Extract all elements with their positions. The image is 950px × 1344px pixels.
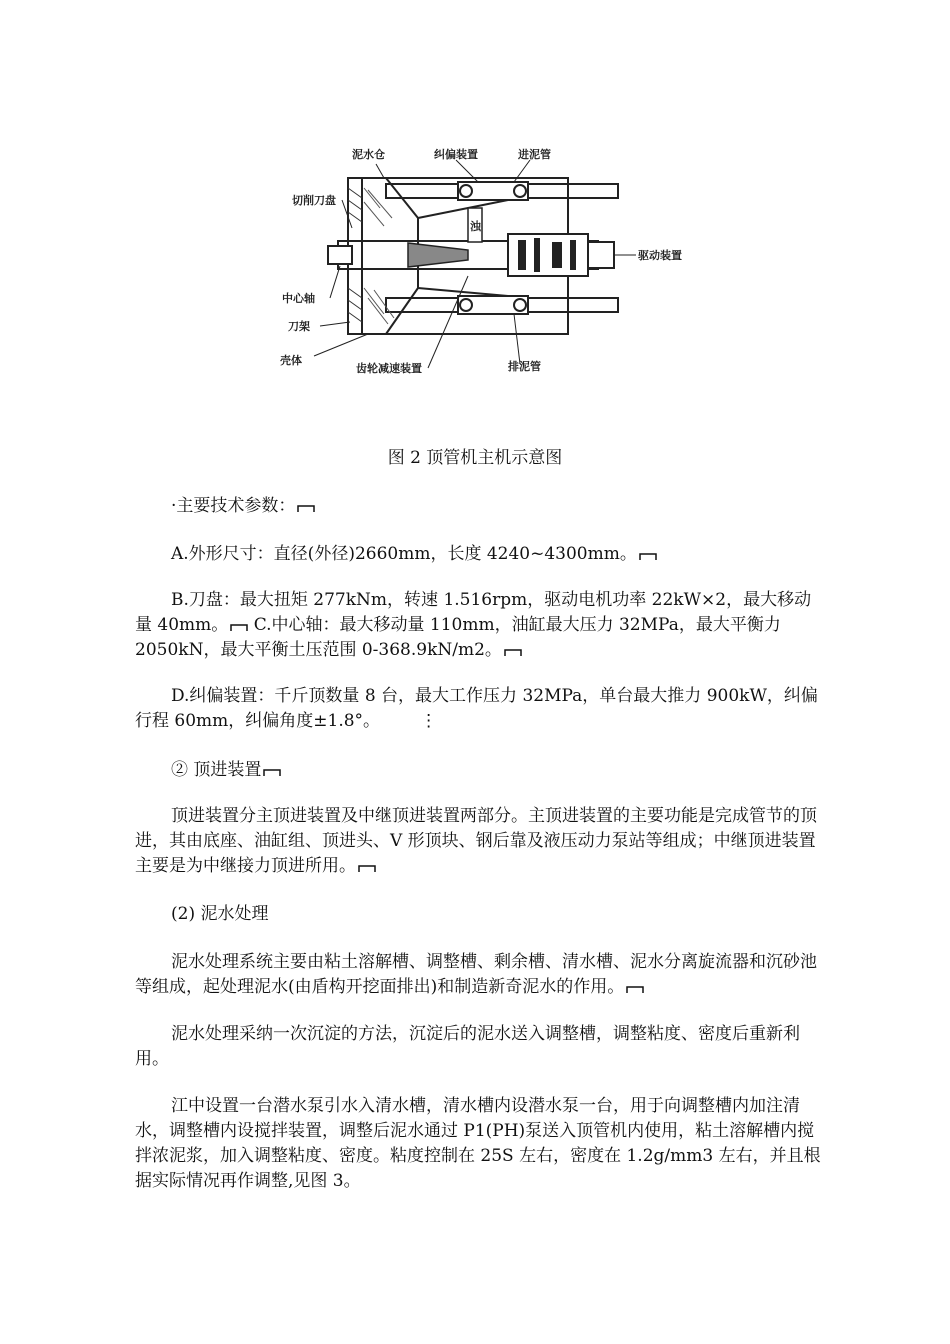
- paragraph-parameters-heading: [135, 494, 825, 519]
- paragraph-jacking-heading: [135, 758, 825, 783]
- paragraph-mud-system: [135, 950, 825, 1000]
- paragraph-text: ·主要技术参数：: [171, 496, 296, 516]
- paragraph-text: B.刀盘：最大扭矩 277kNm，转速 1.516rpm，驱动电机功率 22kW×2，最大移动量 40mm。: [135, 590, 812, 635]
- paragraph-pump-setup: [135, 1094, 825, 1194]
- paragraph-text: (2) 泥水处理: [171, 904, 269, 924]
- paragraph-text: ② 顶进装置: [171, 760, 262, 780]
- shaft-tip: [328, 246, 352, 264]
- paragraph-mark-icon: [230, 622, 248, 632]
- paragraph-mud-method: [135, 1022, 825, 1072]
- paragraph-mud-heading: [135, 902, 825, 927]
- paragraph-mark-icon: [504, 647, 522, 657]
- label-shell: 壳体: [280, 354, 302, 367]
- paragraph-text: 江中设置一台潜水泵引水入清水槽，清水槽内设潜水泵一台，用于向调整槽内加注清水，调整槽内设搅拌装置，调整后泥水通过 P1(PH)泵送入顶管机内使用，粘土溶解槽内搅拌浓泥浆，加入调整粘度、密度。粘度控制在 25S 左右，密度在 1.2g/mm3 左右，并且根据实际情况再作调整,见图 3。: [135, 1096, 821, 1191]
- paragraph-text: 泥水处理系统主要由粘土溶解槽、调整槽、剩余槽、清水槽、泥水分离旋流器和沉砂池等组成，起处理泥水(由盾构开挖面排出)和制造新奇泥水的作用。: [135, 952, 817, 997]
- paragraph-param-a: [135, 542, 825, 567]
- figure-caption: 图 2 顶管机主机示意图: [387, 448, 563, 468]
- shaft-taper: [408, 243, 468, 267]
- label-inlet-pipe: 进泥管: [518, 148, 551, 161]
- label-cutter-disc: 切削刀盘: [292, 194, 336, 207]
- paragraph-param-b-c: [135, 588, 825, 663]
- figure-jacking-machine-diagram: [268, 138, 688, 388]
- paragraph-text: 泥水处理采纳一次沉淀的方法，沉淀后的泥水送入调整槽，调整粘度、密度后重新利用。: [135, 1024, 800, 1069]
- pillar-label: 浊: [470, 220, 481, 233]
- paragraph-text-c: C.中心轴：最大移动量 110mm，油缸最大压力 32MPa，最大平衡力 2050kN，最大平衡土压范围 0-368.9kN/m2。: [135, 615, 781, 660]
- paragraph-text: A.外形尺寸：直径(外径)2660mm，长度 4240~4300mm。: [171, 544, 637, 564]
- paragraph-mark-icon: [626, 984, 644, 994]
- label-cutter-frame: 刀架: [288, 320, 310, 333]
- paragraph-text: 顶进装置分主顶进装置及中继顶进装置两部分。主顶进装置的主要功能是完成管节的顶进，其由底座、油缸组、顶进头、V 形顶块、钢后靠及液压动力泵站等组成；中继顶进装置主要是为中继接力顶进所用。: [135, 806, 817, 876]
- label-outlet-pipe: 排泥管: [508, 360, 541, 373]
- paragraph-mark-icon: [297, 503, 315, 513]
- drive-device: [588, 242, 614, 268]
- paragraph-mark-icon: [358, 863, 376, 873]
- vertical-dots-icon: ⋮: [420, 711, 438, 731]
- label-drive-device: 驱动装置: [638, 249, 682, 262]
- paragraph-text: D.纠偏装置：千斤顶数量 8 台，最大工作压力 32MPa，单台最大推力 900kW，纠偏行程 60mm，纠偏角度±1.8°。: [135, 686, 818, 731]
- paragraph-mark-icon: [639, 551, 657, 561]
- machine-schematic: [268, 138, 688, 388]
- paragraph-jacking-body: [135, 804, 825, 879]
- label-center-shaft: 中心轴: [282, 292, 315, 305]
- label-mud-chamber: 泥水仓: [352, 148, 385, 161]
- label-correction-device: 纠偏装置: [434, 148, 478, 161]
- paragraph-param-d: [135, 684, 825, 734]
- label-gear-reducer: 齿轮减速装置: [356, 362, 422, 375]
- paragraph-mark-icon: [263, 767, 281, 777]
